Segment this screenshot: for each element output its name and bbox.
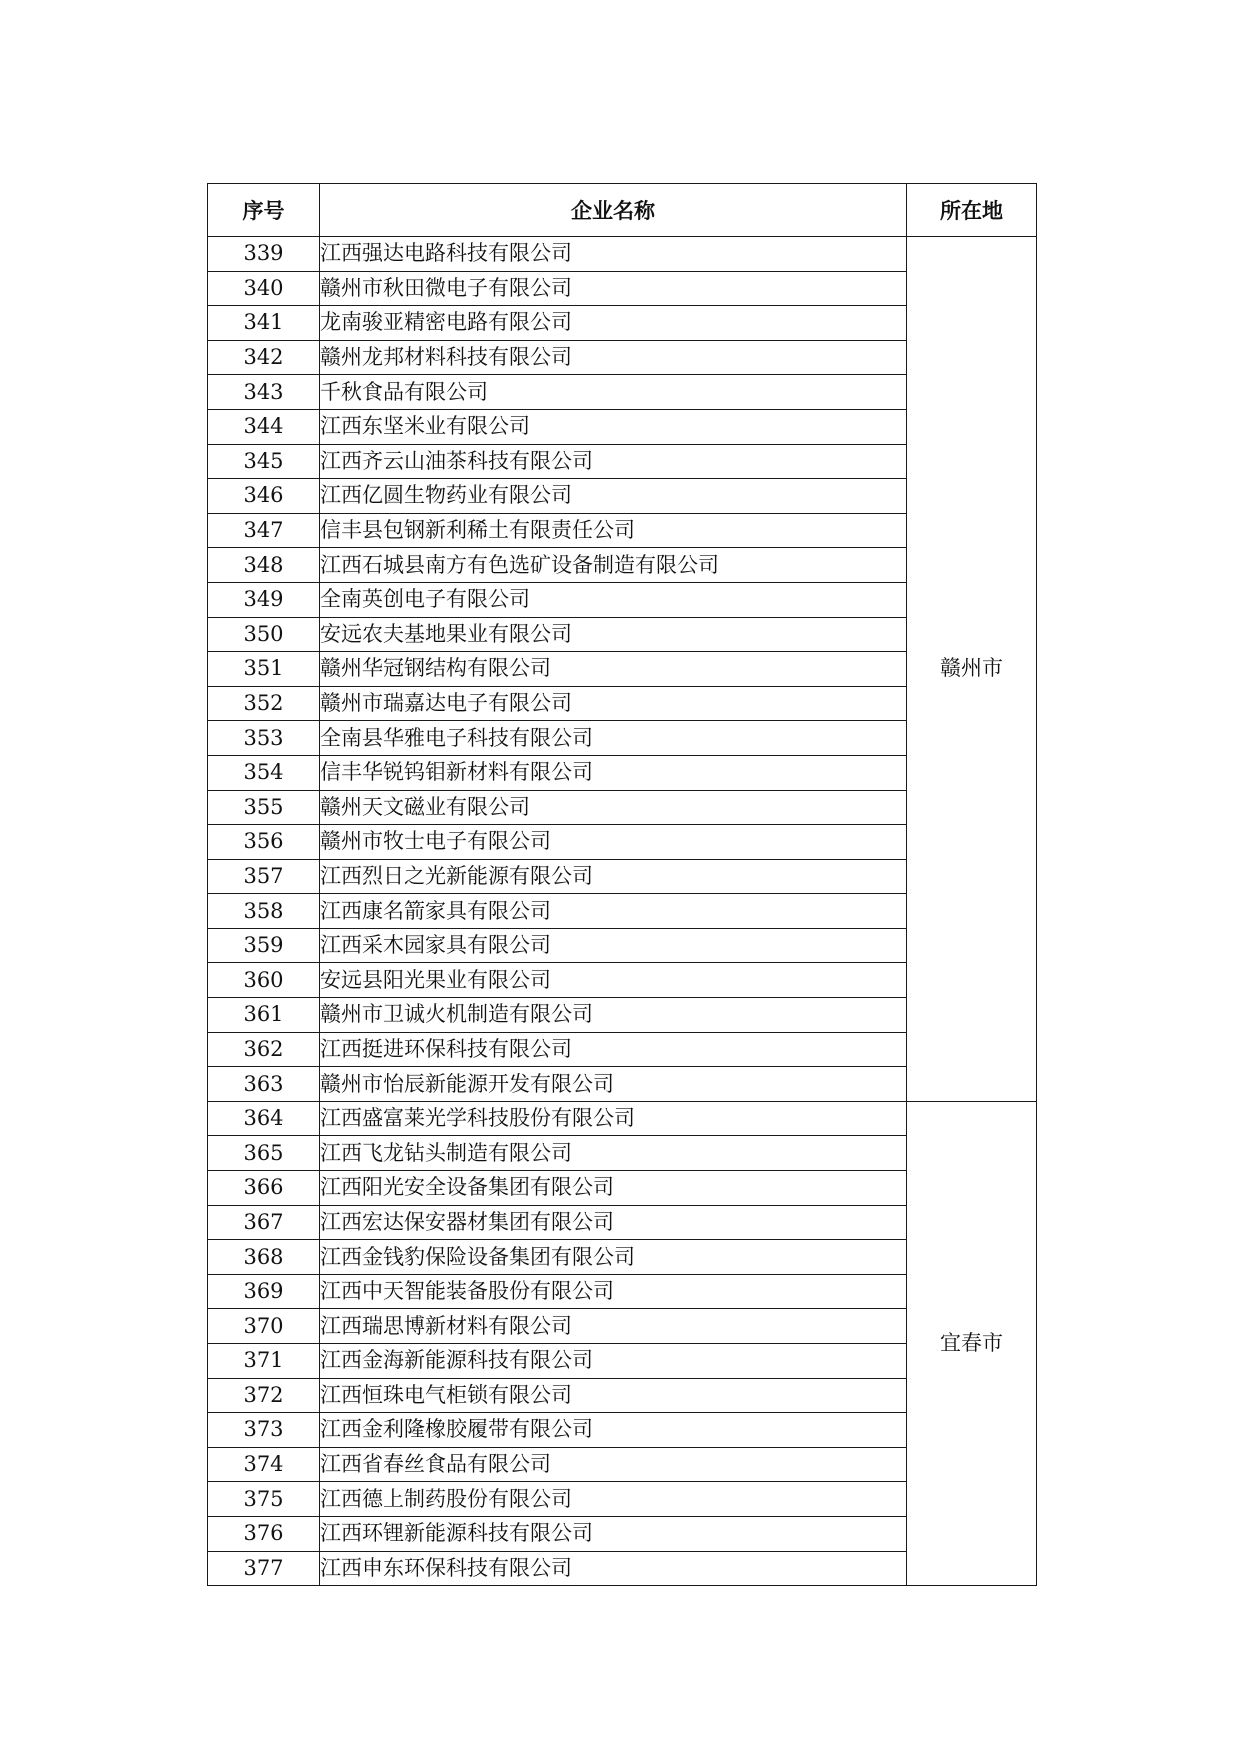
row-company-name: 全南英创电子有限公司 xyxy=(320,582,907,617)
row-index: 365 xyxy=(208,1136,320,1171)
group-location: 宜春市 xyxy=(907,1101,1037,1585)
row-index: 345 xyxy=(208,444,320,479)
row-index: 341 xyxy=(208,306,320,341)
row-index: 362 xyxy=(208,1032,320,1067)
table-body xyxy=(208,237,1037,1586)
header-location: 所在地 xyxy=(907,184,1037,237)
row-index: 361 xyxy=(208,998,320,1033)
row-index: 358 xyxy=(208,894,320,929)
row-company-name: 江西环锂新能源科技有限公司 xyxy=(320,1516,907,1551)
row-index: 376 xyxy=(208,1516,320,1551)
table-row xyxy=(208,237,1037,272)
row-company-name: 江西金海新能源科技有限公司 xyxy=(320,1344,907,1379)
row-company-name: 龙南骏亚精密电路有限公司 xyxy=(320,306,907,341)
row-index: 350 xyxy=(208,617,320,652)
row-index: 357 xyxy=(208,859,320,894)
header-company-name: 企业名称 xyxy=(320,184,907,237)
row-index: 351 xyxy=(208,652,320,687)
row-company-name: 江西阳光安全设备集团有限公司 xyxy=(320,1171,907,1206)
row-index: 339 xyxy=(208,237,320,272)
row-index: 343 xyxy=(208,375,320,410)
row-index: 377 xyxy=(208,1551,320,1586)
company-table xyxy=(207,183,1037,1586)
row-index: 352 xyxy=(208,686,320,721)
row-company-name: 千秋食品有限公司 xyxy=(320,375,907,410)
row-company-name: 江西飞龙钻头制造有限公司 xyxy=(320,1136,907,1171)
row-index: 359 xyxy=(208,928,320,963)
row-company-name: 赣州市牧士电子有限公司 xyxy=(320,825,907,860)
row-index: 374 xyxy=(208,1447,320,1482)
row-index: 360 xyxy=(208,963,320,998)
row-company-name: 赣州华冠钢结构有限公司 xyxy=(320,652,907,687)
row-index: 355 xyxy=(208,790,320,825)
row-index: 340 xyxy=(208,271,320,306)
group-location: 赣州市 xyxy=(907,237,1037,1102)
row-index: 354 xyxy=(208,755,320,790)
header-index: 序号 xyxy=(208,184,320,237)
row-index: 371 xyxy=(208,1344,320,1379)
row-company-name: 江西亿圆生物药业有限公司 xyxy=(320,479,907,514)
row-company-name: 江西中天智能装备股份有限公司 xyxy=(320,1274,907,1309)
row-index: 370 xyxy=(208,1309,320,1344)
row-index: 347 xyxy=(208,513,320,548)
row-index: 353 xyxy=(208,721,320,756)
row-index: 363 xyxy=(208,1067,320,1102)
row-company-name: 江西盛富莱光学科技股份有限公司 xyxy=(320,1101,907,1136)
row-company-name: 赣州龙邦材料科技有限公司 xyxy=(320,340,907,375)
row-index: 342 xyxy=(208,340,320,375)
table-header-row xyxy=(208,184,1037,237)
row-index: 373 xyxy=(208,1413,320,1448)
row-company-name: 江西恒珠电气柜锁有限公司 xyxy=(320,1378,907,1413)
row-company-name: 全南县华雅电子科技有限公司 xyxy=(320,721,907,756)
row-company-name: 江西金钱豹保险设备集团有限公司 xyxy=(320,1240,907,1275)
row-company-name: 安远农夫基地果业有限公司 xyxy=(320,617,907,652)
row-index: 368 xyxy=(208,1240,320,1275)
row-index: 344 xyxy=(208,409,320,444)
row-index: 367 xyxy=(208,1205,320,1240)
row-company-name: 江西瑞思博新材料有限公司 xyxy=(320,1309,907,1344)
row-index: 349 xyxy=(208,582,320,617)
table-row xyxy=(208,1101,1037,1136)
row-company-name: 江西采木园家具有限公司 xyxy=(320,928,907,963)
row-company-name: 江西强达电路科技有限公司 xyxy=(320,237,907,272)
row-index: 364 xyxy=(208,1101,320,1136)
row-company-name: 江西申东环保科技有限公司 xyxy=(320,1551,907,1586)
row-company-name: 江西德上制药股份有限公司 xyxy=(320,1482,907,1517)
row-index: 366 xyxy=(208,1171,320,1206)
row-company-name: 赣州市瑞嘉达电子有限公司 xyxy=(320,686,907,721)
row-company-name: 江西烈日之光新能源有限公司 xyxy=(320,859,907,894)
row-company-name: 赣州市怡辰新能源开发有限公司 xyxy=(320,1067,907,1102)
row-company-name: 江西挺进环保科技有限公司 xyxy=(320,1032,907,1067)
row-company-name: 信丰华锐钨钼新材料有限公司 xyxy=(320,755,907,790)
row-company-name: 安远县阳光果业有限公司 xyxy=(320,963,907,998)
row-company-name: 江西石城县南方有色选矿设备制造有限公司 xyxy=(320,548,907,583)
row-company-name: 江西康名箭家具有限公司 xyxy=(320,894,907,929)
row-company-name: 江西齐云山油茶科技有限公司 xyxy=(320,444,907,479)
row-index: 356 xyxy=(208,825,320,860)
row-company-name: 江西东坚米业有限公司 xyxy=(320,409,907,444)
row-company-name: 赣州市卫诚火机制造有限公司 xyxy=(320,998,907,1033)
row-company-name: 江西省春丝食品有限公司 xyxy=(320,1447,907,1482)
row-company-name: 赣州市秋田微电子有限公司 xyxy=(320,271,907,306)
row-index: 372 xyxy=(208,1378,320,1413)
row-company-name: 江西宏达保安器材集团有限公司 xyxy=(320,1205,907,1240)
row-index: 369 xyxy=(208,1274,320,1309)
row-index: 348 xyxy=(208,548,320,583)
row-index: 346 xyxy=(208,479,320,514)
row-company-name: 赣州天文磁业有限公司 xyxy=(320,790,907,825)
row-company-name: 信丰县包钢新利稀土有限责任公司 xyxy=(320,513,907,548)
row-index: 375 xyxy=(208,1482,320,1517)
row-company-name: 江西金利隆橡胶履带有限公司 xyxy=(320,1413,907,1448)
